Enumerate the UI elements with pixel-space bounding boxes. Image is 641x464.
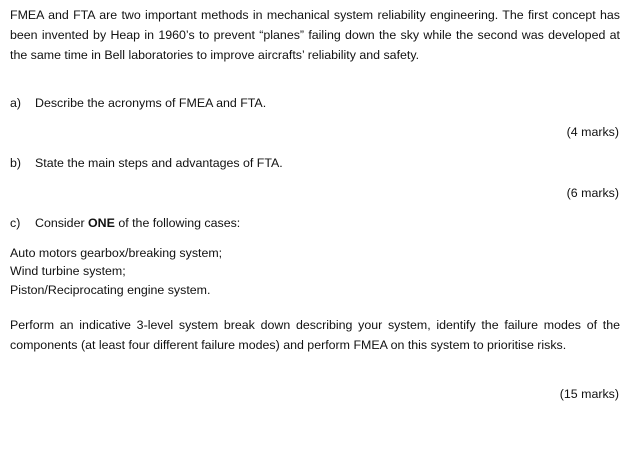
question-a-marks: (4 marks) [566,125,619,139]
case-3: Piston/Reciprocating engine system. [10,283,211,297]
question-c-text-post: of the following cases: [114,216,241,230]
question-a [10,93,266,113]
question-c-marks: (15 marks) [559,387,619,401]
case-1: Auto motors gearbox/breaking system; [10,246,223,260]
question-b-label: b) [10,156,22,170]
question-b [10,153,283,173]
question-b-text: State the main steps and advantages of FTA. [35,156,283,170]
perform-paragraph: Perform an indicative 3-level system break down describing your system, identify the failure modes of the components (at least four different failure modes) and perform FMEA on this system to prioritise risks. [10,318,620,352]
question-c-text-bold: ONE [88,216,115,230]
question-a-text: Describe the acronyms of FMEA and FTA. [35,96,267,110]
question-c-text-pre: Consider [35,216,89,230]
question-b-marks: (6 marks) [566,186,619,200]
question-c [10,213,240,233]
question-c-label: c) [10,216,21,230]
question-a-label: a) [10,96,22,110]
intro-paragraph: FMEA and FTA are two important methods in mechanical system reliability engineering. The first concept has been invented by Heap in 1960’s to prevent “planes” failing down the sky while the second was developed at the same time in Bell laboratories to improve aircrafts’ reliability and safety. [10,8,620,62]
case-2: Wind turbine system; [10,264,126,278]
